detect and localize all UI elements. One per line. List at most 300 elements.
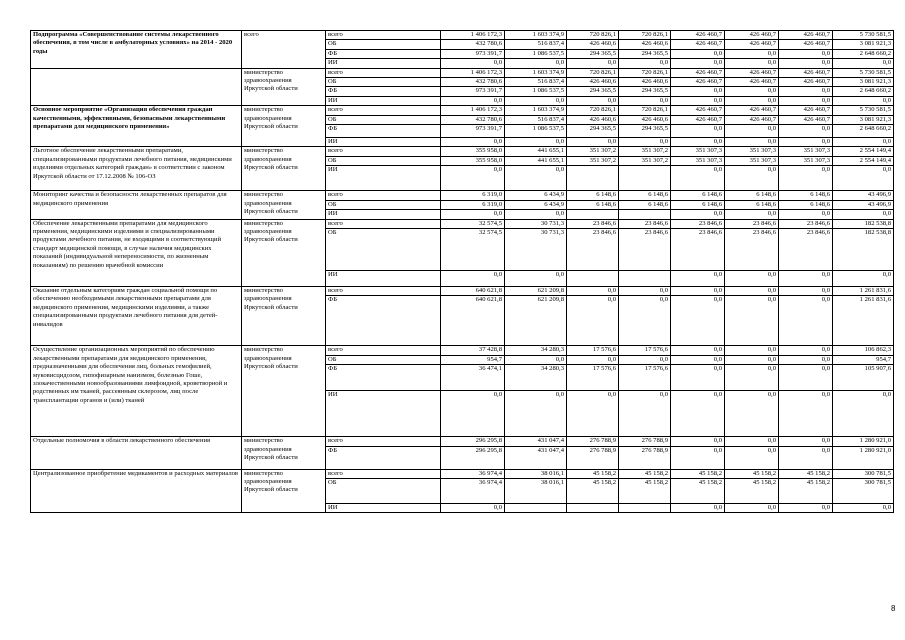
amount-cell: 36 974,4 (441, 478, 505, 503)
total-cell: 1 261 831,6 (833, 286, 894, 295)
amount-cell: 0,0 (671, 296, 725, 346)
amount-cell: 0,0 (779, 446, 833, 469)
amount-cell: 0,0 (779, 96, 833, 105)
amount-cell: 6 148,6 (567, 200, 619, 209)
amount-cell: 0,0 (725, 355, 779, 364)
amount-cell: 1 086 537,5 (505, 49, 567, 58)
amount-cell: 23 846,6 (779, 228, 833, 270)
amount-cell: 6 148,6 (671, 200, 725, 209)
funding-source-cell: всего (326, 68, 441, 77)
page-number: 8 (891, 604, 896, 613)
funding-source-cell: всего (326, 191, 441, 200)
total-cell: 3 081 921,3 (833, 40, 894, 49)
amount-cell: 17 576,6 (619, 346, 671, 355)
amount-cell: 6 319,0 (441, 191, 505, 200)
funding-source-cell: всего (326, 106, 441, 115)
amount-cell: 0,0 (725, 125, 779, 138)
amount-cell (567, 503, 619, 512)
funding-source-cell: ОБ (326, 355, 441, 364)
total-cell: 5 730 581,5 (833, 31, 894, 40)
amount-cell: 0,0 (779, 125, 833, 138)
amount-cell: 0,0 (505, 96, 567, 105)
amount-cell: 954,7 (441, 355, 505, 364)
amount-cell: 17 576,6 (619, 365, 671, 391)
amount-cell: 0,0 (671, 270, 725, 286)
amount-cell: 0,0 (505, 138, 567, 147)
executor-cell: министерство здравоохранения Иркутской области (242, 346, 326, 437)
amount-cell: 0,0 (671, 125, 725, 138)
amount-cell: 38 016,1 (505, 478, 567, 503)
amount-cell: 0,0 (505, 59, 567, 68)
amount-cell: 0,0 (441, 96, 505, 105)
amount-cell: 1 603 374,9 (505, 106, 567, 115)
total-cell: 5 730 581,5 (833, 68, 894, 77)
amount-cell: 0,0 (441, 166, 505, 191)
amount-cell: 23 846,6 (671, 228, 725, 270)
amount-cell: 431 047,4 (505, 446, 567, 469)
amount-cell: 0,0 (441, 138, 505, 147)
amount-cell: 45 158,2 (619, 469, 671, 478)
amount-cell: 426 460,6 (619, 40, 671, 49)
total-cell: 5 730 581,5 (833, 106, 894, 115)
funding-source-cell: ИИ (326, 96, 441, 105)
amount-cell: 431 047,4 (505, 437, 567, 446)
budget-table (30, 30, 894, 513)
total-cell: 0,0 (833, 270, 894, 286)
amount-cell: 1 086 537,5 (505, 125, 567, 138)
amount-cell: 441 655,1 (505, 147, 567, 156)
amount-cell: 0,0 (671, 355, 725, 364)
amount-cell: 0,0 (671, 437, 725, 446)
amount-cell: 516 837,4 (505, 40, 567, 49)
amount-cell: 426 460,7 (671, 106, 725, 115)
amount-cell: 0,0 (725, 49, 779, 58)
amount-cell: 23 846,6 (725, 219, 779, 228)
amount-cell: 23 846,6 (567, 228, 619, 270)
total-cell: 0,0 (833, 210, 894, 219)
amount-cell: 45 158,2 (619, 478, 671, 503)
funding-source-cell: всего (326, 469, 441, 478)
amount-cell: 1 603 374,9 (505, 31, 567, 40)
total-cell: 43 496,9 (833, 200, 894, 209)
amount-cell: 294 365,5 (619, 125, 671, 138)
amount-cell: 355 958,0 (441, 156, 505, 165)
amount-cell: 426 460,7 (725, 106, 779, 115)
amount-cell: 0,0 (619, 138, 671, 147)
amount-cell: 6 434,9 (505, 191, 567, 200)
amount-cell: 0,0 (619, 286, 671, 295)
funding-source-cell: всего (326, 219, 441, 228)
executor-cell: всего (242, 31, 326, 69)
executor-cell: министерство здравоохранения Иркутской области (242, 469, 326, 513)
funding-source-cell: ОБ (326, 78, 441, 87)
executor-cell: министерство здравоохранения Иркутской области (242, 191, 326, 219)
amount-cell: 621 209,8 (505, 296, 567, 346)
amount-cell: 23 846,6 (619, 228, 671, 270)
amount-cell: 426 460,7 (779, 78, 833, 87)
amount-cell: 0,0 (441, 270, 505, 286)
amount-cell: 0,0 (671, 365, 725, 391)
amount-cell (505, 503, 567, 512)
amount-cell: 0,0 (779, 87, 833, 96)
table-row (31, 68, 894, 77)
amount-cell: 0,0 (567, 138, 619, 147)
amount-cell: 294 365,5 (567, 49, 619, 58)
amount-cell: 0,0 (505, 355, 567, 364)
amount-cell: 426 460,7 (671, 31, 725, 40)
amount-cell: 0,0 (671, 49, 725, 58)
amount-cell: 276 788,9 (619, 437, 671, 446)
amount-cell: 0,0 (671, 446, 725, 469)
amount-cell: 0,0 (671, 96, 725, 105)
funding-source-cell: ОБ (326, 40, 441, 49)
amount-cell: 0,0 (779, 138, 833, 147)
amount-cell: 0,0 (725, 138, 779, 147)
total-cell: 2 648 660,2 (833, 87, 894, 96)
amount-cell: 426 460,7 (671, 68, 725, 77)
executor-cell: министерство здравоохранения Иркутской области (242, 147, 326, 191)
amount-cell: 1 406 172,3 (441, 31, 505, 40)
funding-source-cell: ФБ (326, 87, 441, 96)
amount-cell: 17 576,6 (567, 365, 619, 391)
amount-cell: 426 460,7 (779, 115, 833, 124)
amount-cell: 276 788,9 (619, 446, 671, 469)
amount-cell: 0,0 (779, 296, 833, 346)
amount-cell: 0,0 (441, 59, 505, 68)
amount-cell: 45 158,2 (779, 478, 833, 503)
amount-cell (619, 270, 671, 286)
amount-cell: 0,0 (725, 59, 779, 68)
funding-source-cell: ОБ (326, 115, 441, 124)
amount-cell: 0,0 (567, 296, 619, 346)
table-row (31, 437, 894, 446)
amount-cell: 0,0 (671, 503, 725, 512)
amount-cell: 0,0 (671, 166, 725, 191)
amount-cell: 720 826,1 (619, 68, 671, 77)
amount-cell: 6 148,6 (567, 191, 619, 200)
amount-cell (619, 210, 671, 219)
funding-source-cell: ОБ (326, 200, 441, 209)
amount-cell: 6 148,6 (725, 200, 779, 209)
activity-name-cell (31, 68, 242, 106)
amount-cell: 720 826,1 (567, 31, 619, 40)
funding-source-cell: ИИ (326, 138, 441, 147)
amount-cell: 0,0 (671, 87, 725, 96)
amount-cell: 45 158,2 (671, 469, 725, 478)
amount-cell (619, 503, 671, 512)
amount-cell: 351 307,2 (567, 147, 619, 156)
table-row (31, 346, 894, 355)
amount-cell: 0,0 (779, 503, 833, 512)
total-cell: 0,0 (833, 96, 894, 105)
amount-cell: 426 460,6 (619, 78, 671, 87)
amount-cell: 0,0 (567, 96, 619, 105)
amount-cell: 720 826,1 (567, 106, 619, 115)
amount-cell: 0,0 (725, 365, 779, 391)
amount-cell: 0,0 (725, 446, 779, 469)
amount-cell: 0,0 (441, 210, 505, 219)
amount-cell: 426 460,6 (567, 115, 619, 124)
total-cell: 106 862,3 (833, 346, 894, 355)
table-row (31, 147, 894, 156)
amount-cell: 0,0 (671, 59, 725, 68)
amount-cell: 351 307,2 (567, 156, 619, 165)
amount-cell: 0,0 (725, 391, 779, 437)
amount-cell: 30 731,3 (505, 228, 567, 270)
funding-source-cell: всего (326, 286, 441, 295)
amount-cell: 0,0 (619, 296, 671, 346)
amount-cell: 0,0 (671, 391, 725, 437)
executor-cell: министерство здравоохранения Иркутской области (242, 106, 326, 147)
total-cell: 0,0 (833, 391, 894, 437)
amount-cell: 0,0 (567, 355, 619, 364)
total-cell: 0,0 (833, 166, 894, 191)
amount-cell: 0,0 (725, 296, 779, 346)
amount-cell: 621 209,8 (505, 286, 567, 295)
amount-cell: 720 826,1 (619, 106, 671, 115)
total-cell: 1 280 921,0 (833, 437, 894, 446)
activity-name-cell: Мониторинг качества и безопасности лекарственных препаратов для медицинского применения (31, 191, 242, 219)
amount-cell: 6 148,6 (725, 191, 779, 200)
table-row (31, 469, 894, 478)
funding-source-cell: всего (326, 147, 441, 156)
amount-cell: 32 574,5 (441, 219, 505, 228)
amount-cell: 516 837,4 (505, 115, 567, 124)
amount-cell: 0,0 (779, 210, 833, 219)
total-cell: 43 496,9 (833, 191, 894, 200)
amount-cell: 6 148,6 (619, 191, 671, 200)
amount-cell: 6 148,6 (779, 191, 833, 200)
amount-cell: 6 319,0 (441, 200, 505, 209)
table-row (31, 191, 894, 200)
total-cell: 2 554 149,4 (833, 156, 894, 165)
amount-cell: 0,0 (619, 59, 671, 68)
amount-cell: 17 576,6 (567, 346, 619, 355)
amount-cell: 351 307,3 (671, 156, 725, 165)
amount-cell: 426 460,7 (779, 68, 833, 77)
amount-cell: 34 280,3 (505, 365, 567, 391)
activity-name-cell: Основное мероприятие «Организация обеспечения граждан качественными, эффективными, безопасными лекарственными препаратами для медицинского применения» (31, 106, 242, 147)
funding-source-cell: ОБ (326, 228, 441, 270)
total-cell: 1 280 921,0 (833, 446, 894, 469)
funding-source-cell: всего (326, 31, 441, 40)
amount-cell: 23 846,6 (619, 219, 671, 228)
activity-name-cell: Подпрограмма «Совершенствование системы лекарственного обеспечения, в том числе в амбулаторных условиях» на 2014 - 2020 годы (31, 31, 242, 69)
amount-cell: 0,0 (671, 210, 725, 219)
amount-cell: 23 846,6 (671, 219, 725, 228)
amount-cell: 0,0 (671, 286, 725, 295)
funding-source-cell: ИИ (326, 391, 441, 437)
funding-source-cell: ФБ (326, 296, 441, 346)
amount-cell: 276 788,9 (567, 446, 619, 469)
amount-cell: 0,0 (725, 286, 779, 295)
amount-cell: 640 621,8 (441, 286, 505, 295)
amount-cell (619, 166, 671, 191)
amount-cell: 0,0 (779, 166, 833, 191)
table-row (31, 286, 894, 295)
amount-cell: 720 826,1 (567, 68, 619, 77)
amount-cell: 351 307,2 (619, 156, 671, 165)
amount-cell: 294 365,5 (619, 49, 671, 58)
amount-cell: 0,0 (779, 286, 833, 295)
amount-cell: 0,0 (725, 210, 779, 219)
activity-name-cell: Оказание отдельным категориям граждан социальной помощи по обеспечению необходимыми лекарственными препаратами для медицинского применения, медицинскими изделиями, а также специализированными продуктами лечебного питания для детей-инвалидов (31, 286, 242, 345)
amount-cell: 351 307,3 (779, 147, 833, 156)
amount-cell: 45 158,2 (725, 469, 779, 478)
amount-cell: 973 391,7 (441, 87, 505, 96)
amount-cell: 6 148,6 (671, 191, 725, 200)
amount-cell: 45 158,2 (725, 478, 779, 503)
amount-cell: 0,0 (567, 391, 619, 437)
amount-cell: 0,0 (725, 96, 779, 105)
executor-cell: министерство здравоохранения Иркутской области (242, 219, 326, 286)
executor-cell: министерство здравоохранения Иркутской области (242, 437, 326, 469)
amount-cell: 0,0 (779, 365, 833, 391)
amount-cell: 426 460,7 (725, 31, 779, 40)
total-cell: 0,0 (833, 59, 894, 68)
total-cell: 105 907,6 (833, 365, 894, 391)
amount-cell: 426 460,7 (671, 115, 725, 124)
table-row (31, 31, 894, 40)
amount-cell: 0,0 (779, 391, 833, 437)
amount-cell: 36 474,1 (441, 365, 505, 391)
amount-cell: 432 780,6 (441, 40, 505, 49)
amount-cell: 351 307,2 (619, 147, 671, 156)
amount-cell: 0,0 (779, 355, 833, 364)
total-cell: 3 081 921,3 (833, 115, 894, 124)
funding-source-cell: ФБ (326, 125, 441, 138)
amount-cell: 0,0 (505, 270, 567, 286)
activity-name-cell: Обеспечение лекарственными препаратами для медицинского применения, медицинскими изделиями и специализированными продуктами лечебного питания, не входящими в соответствующий стандарт медицинской помощи, в случае наличия медицинских показаний (индивидуальной непереносимости, по жизненным показаниям) по решению врачебной комиссии (31, 219, 242, 286)
total-cell: 954,7 (833, 355, 894, 364)
amount-cell: 23 846,6 (779, 219, 833, 228)
table-row (31, 106, 894, 115)
executor-cell: министерство здравоохранения Иркутской области (242, 286, 326, 345)
funding-source-cell: ФБ (326, 446, 441, 469)
amount-cell: 0,0 (725, 346, 779, 355)
funding-source-cell: всего (326, 437, 441, 446)
amount-cell: 0,0 (505, 391, 567, 437)
amount-cell: 441 655,1 (505, 156, 567, 165)
amount-cell: 0,0 (725, 270, 779, 286)
amount-cell: 294 365,5 (619, 87, 671, 96)
total-cell: 182 538,8 (833, 228, 894, 270)
funding-source-cell: всего (326, 346, 441, 355)
amount-cell (567, 166, 619, 191)
amount-cell: 426 460,6 (567, 78, 619, 87)
amount-cell: 432 780,6 (441, 115, 505, 124)
amount-cell: 0,0 (671, 346, 725, 355)
amount-cell: 0,0 (505, 210, 567, 219)
activity-name-cell: Льготное обеспечение лекарственными препаратами, специализированными продуктами лечебного питания, медицинскими изделиями отдельных категорий граждан» в соответствии с законом Иркутской области от 17.12.2008 № 106-ОЗ (31, 147, 242, 191)
amount-cell: 0,0 (779, 270, 833, 286)
total-cell: 300 781,5 (833, 469, 894, 478)
amount-cell: 973 391,7 (441, 125, 505, 138)
amount-cell: 36 974,4 (441, 469, 505, 478)
amount-cell: 6 434,9 (505, 200, 567, 209)
amount-cell: 351 307,3 (779, 156, 833, 165)
amount-cell: 351 307,3 (671, 147, 725, 156)
funding-source-cell: ИИ (326, 210, 441, 219)
amount-cell: 294 365,5 (567, 125, 619, 138)
amount-cell: 296 295,8 (441, 446, 505, 469)
funding-source-cell: ОБ (326, 156, 441, 165)
amount-cell: 426 460,7 (725, 68, 779, 77)
total-cell: 300 781,5 (833, 478, 894, 503)
amount-cell: 23 846,6 (567, 219, 619, 228)
funding-source-cell: ИИ (326, 166, 441, 191)
total-cell: 182 538,8 (833, 219, 894, 228)
total-cell: 0,0 (833, 503, 894, 512)
amount-cell: 0,0 (619, 391, 671, 437)
amount-cell: 0,0 (779, 437, 833, 446)
amount-cell: 355 958,0 (441, 147, 505, 156)
amount-cell: 0,0 (779, 49, 833, 58)
amount-cell: 426 460,6 (619, 115, 671, 124)
amount-cell: 351 307,3 (725, 147, 779, 156)
amount-cell: 0,0 (779, 59, 833, 68)
table-row (31, 219, 894, 228)
amount-cell: 0,0 (567, 286, 619, 295)
amount-cell: 0,0 (567, 59, 619, 68)
amount-cell: 426 460,7 (779, 106, 833, 115)
amount-cell: 426 460,7 (779, 40, 833, 49)
funding-source-cell: ИИ (326, 59, 441, 68)
amount-cell: 0,0 (441, 391, 505, 437)
amount-cell: 973 391,7 (441, 49, 505, 58)
amount-cell: 276 788,9 (567, 437, 619, 446)
funding-source-cell: ОБ (326, 478, 441, 503)
amount-cell: 0,0 (441, 503, 505, 512)
total-cell: 2 648 660,2 (833, 49, 894, 58)
amount-cell: 426 460,6 (567, 40, 619, 49)
amount-cell: 0,0 (619, 96, 671, 105)
amount-cell: 34 280,3 (505, 346, 567, 355)
amount-cell: 45 158,2 (779, 469, 833, 478)
executor-cell: министерство здравоохранения Иркутской области (242, 68, 326, 106)
amount-cell: 45 158,2 (567, 469, 619, 478)
amount-cell: 30 731,3 (505, 219, 567, 228)
amount-cell: 0,0 (671, 138, 725, 147)
total-cell: 0,0 (833, 138, 894, 147)
amount-cell: 6 148,6 (619, 200, 671, 209)
amount-cell: 37 428,8 (441, 346, 505, 355)
amount-cell: 0,0 (725, 437, 779, 446)
amount-cell: 720 826,1 (619, 31, 671, 40)
activity-name-cell: Осуществление организационных мероприятий по обеспечению лекарственными препаратами для медицинского применения, предназначенными для обеспечения лиц, больных гемофилией, муковисцидозом, гипофизарным нанизмом, болезнью Гоше, злокачественными новообразованиями лимфоидной, кроветворной и родственных им тканей, рассеянным склерозом, лиц после трансплантации органов и (или) тканей (31, 346, 242, 437)
activity-name-cell: Централизованное приобретение медикаментов и расходных материалов (31, 469, 242, 513)
total-cell: 3 081 921,3 (833, 78, 894, 87)
amount-cell: 1 603 374,9 (505, 68, 567, 77)
amount-cell: 23 846,6 (725, 228, 779, 270)
amount-cell: 294 365,5 (567, 87, 619, 96)
amount-cell: 0,0 (725, 87, 779, 96)
amount-cell: 32 574,5 (441, 228, 505, 270)
total-cell: 2 554 149,4 (833, 147, 894, 156)
amount-cell: 640 621,8 (441, 296, 505, 346)
amount-cell: 38 016,1 (505, 469, 567, 478)
amount-cell: 296 295,8 (441, 437, 505, 446)
amount-cell: 0,0 (505, 166, 567, 191)
amount-cell: 45 158,2 (671, 478, 725, 503)
amount-cell: 426 460,7 (671, 78, 725, 87)
total-cell: 2 648 660,2 (833, 125, 894, 138)
amount-cell: 426 460,7 (671, 40, 725, 49)
amount-cell: 0,0 (725, 503, 779, 512)
amount-cell: 351 307,3 (725, 156, 779, 165)
amount-cell: 426 460,7 (725, 78, 779, 87)
amount-cell: 45 158,2 (567, 478, 619, 503)
